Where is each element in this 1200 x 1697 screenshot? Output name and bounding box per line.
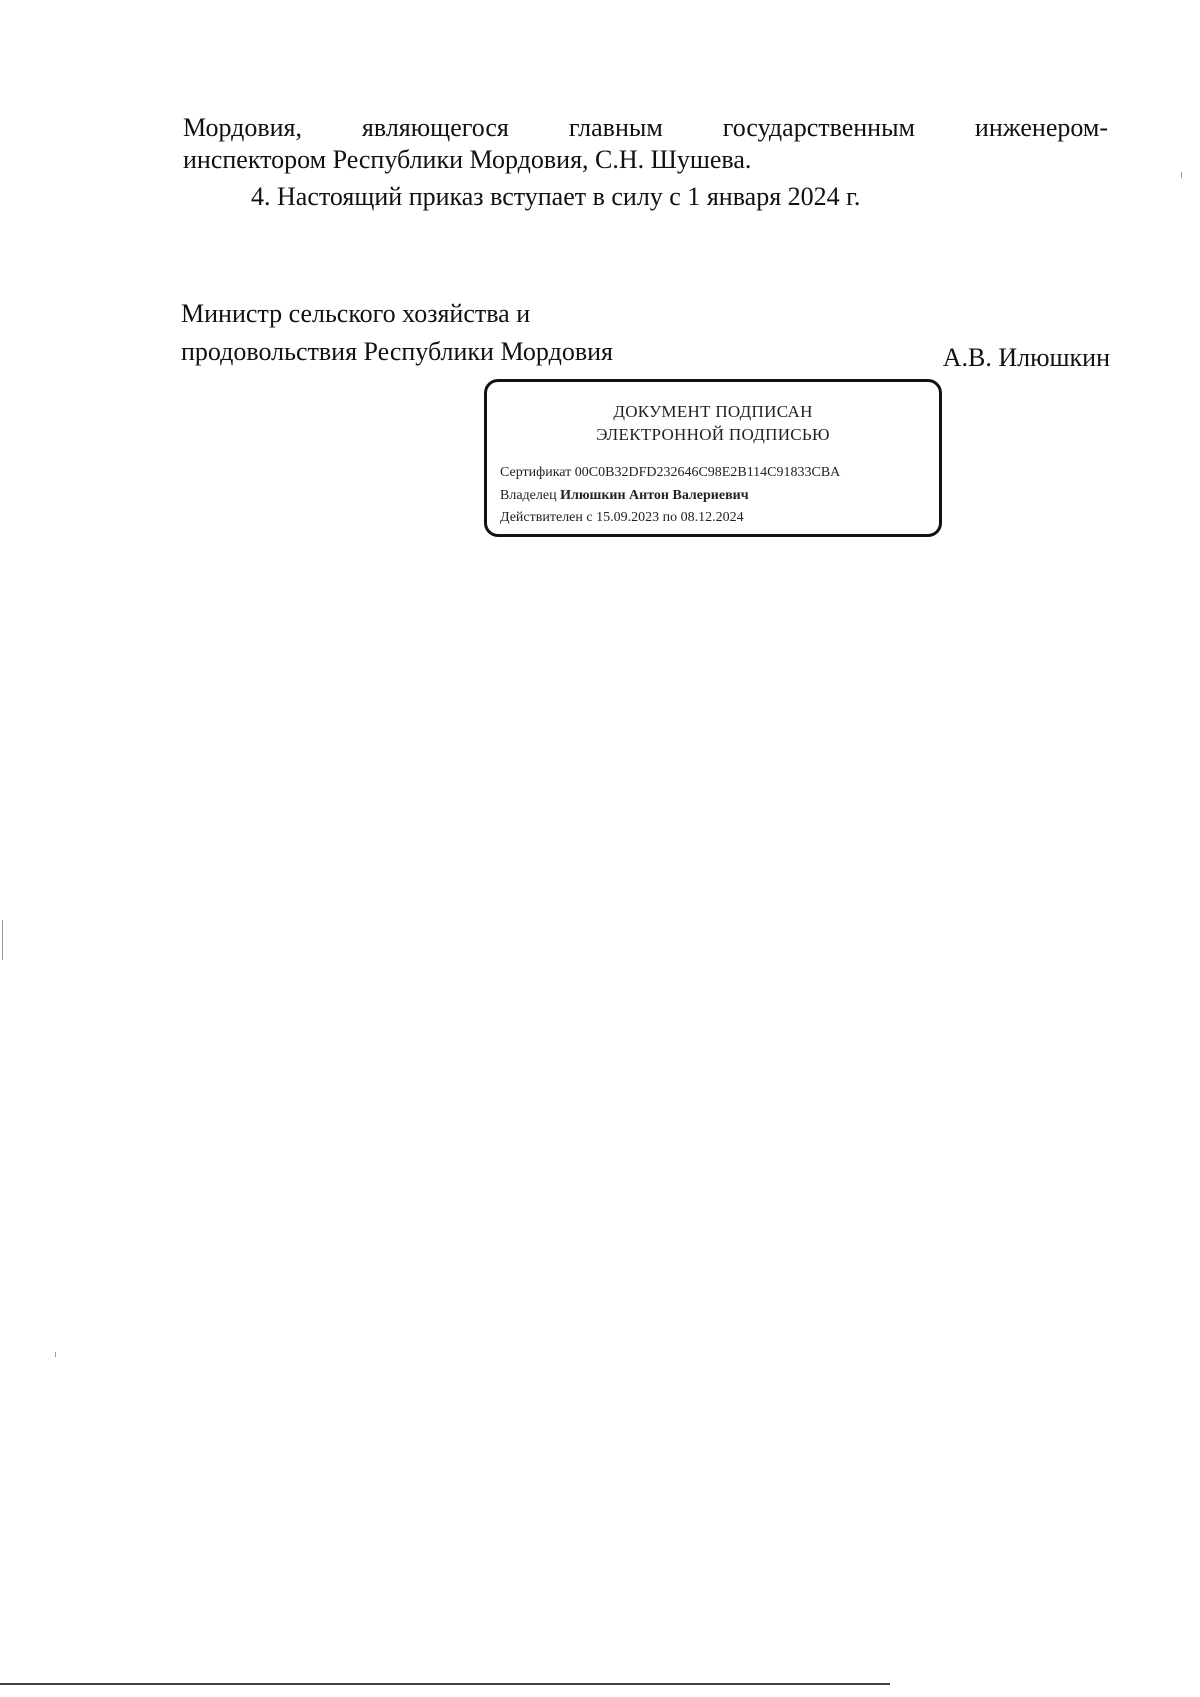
scan-edge-line [0,1683,890,1685]
stamp-certificate-label: Сертификат [500,465,572,480]
signatory-name: А.В. Илюшкин [942,343,1110,372]
paragraph-word: инженером- [974,113,1108,142]
stamp-title-line-2: ЭЛЕКТРОННОЙ ПОДПИСЬЮ [596,425,830,444]
item-4: 4. Настоящий приказ вступает в силу с 1 января 2024 г. [251,182,861,211]
scan-speck [2,920,3,960]
signatory-position-line-2: продовольствия Республики Мордовия [181,337,613,366]
stamp-validity-row [500,509,744,527]
stamp-owner-label: Владелец [500,488,557,503]
stamp-title-line-1: ДОКУМЕНТ ПОДПИСАН [613,402,813,421]
paragraph-word: государственным [722,113,916,142]
scan-speck [1181,172,1182,178]
stamp-owner-value: Илюшкин Антон Валериевич [560,488,749,503]
stamp-owner-row [500,487,749,505]
paragraph-line-1 [183,112,1108,144]
stamp-certificate-value: 00C0B32DFD232646C98E2B114C91833CBA [574,465,841,480]
stamp-valid-label: Действителен [500,510,583,525]
paragraph-line-2: инспектором Республики Мордовия, С.Н. Шушева. [183,145,752,174]
stamp-valid-to: 08.12.2024 [680,510,744,525]
scan-speck [55,1352,56,1357]
stamp-certificate-row [500,464,840,482]
stamp-valid-from: 15.09.2023 [596,510,660,525]
signatory-position-line-1: Министр сельского хозяйства и [181,299,531,328]
paragraph-word: главным [568,113,663,142]
paragraph-word: являющегося [361,113,509,142]
electronic-signature-stamp [484,379,942,537]
paragraph-word: Мордовия, [183,113,303,142]
stamp-valid-from-prefix: с [586,510,593,525]
stamp-valid-to-prefix: по [662,510,678,525]
